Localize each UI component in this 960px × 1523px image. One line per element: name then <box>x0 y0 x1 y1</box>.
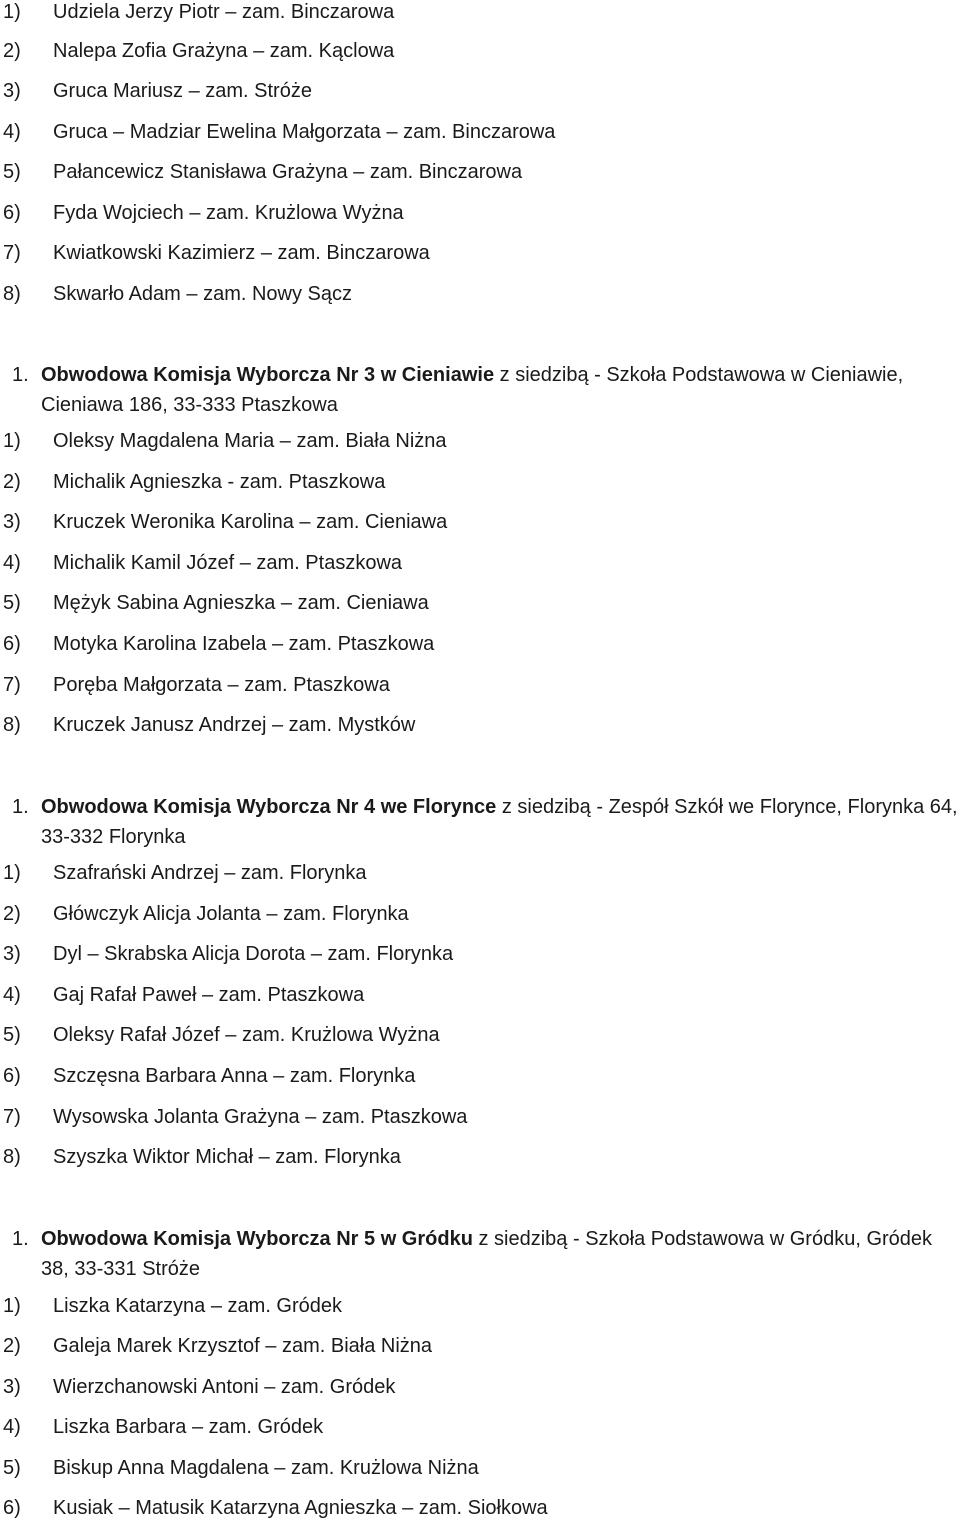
item-text: Fyda Wojciech – zam. Krużlowa Wyżna <box>53 202 404 224</box>
heading-number: 1. <box>12 1228 29 1250</box>
item-text: Szafrański Andrzej – zam. Florynka <box>53 862 367 884</box>
item-number: 3) <box>3 511 21 533</box>
item-text: Wierzchanowski Antoni – zam. Gródek <box>53 1376 396 1398</box>
commission-heading-nr3 <box>12 360 958 420</box>
list-item <box>3 241 430 265</box>
item-number: 6) <box>3 202 21 224</box>
list-item <box>3 1294 342 1318</box>
commission-address: z siedzibą - Zespół Szkół we Florynce, Florynka 64, 33-332 Florynka <box>41 796 958 848</box>
item-number: 8) <box>3 714 21 736</box>
list-item <box>3 160 522 184</box>
item-number: 8) <box>3 1146 21 1168</box>
list-item <box>3 713 415 737</box>
list-item <box>3 673 390 697</box>
item-text: Główczyk Alicja Jolanta – zam. Florynka <box>53 903 409 925</box>
item-text: Galeja Marek Krzysztof – zam. Biała Niżna <box>53 1335 433 1357</box>
list-item <box>3 983 364 1007</box>
commission-heading-nr5 <box>12 1224 958 1284</box>
list-item <box>3 510 447 534</box>
item-text: Liszka Katarzyna – zam. Gródek <box>53 1295 343 1317</box>
list-item <box>3 551 402 575</box>
item-text: Oleksy Rafał Józef – zam. Krużlowa Wyżna <box>53 1024 440 1046</box>
list-item <box>3 39 394 63</box>
item-text: Biskup Anna Magdalena – zam. Krużlowa Niżna <box>53 1457 479 1479</box>
item-text: Szczęsna Barbara Anna – zam. Florynka <box>53 1065 416 1087</box>
list-item <box>3 942 453 966</box>
item-number: 7) <box>3 242 21 264</box>
item-number: 5) <box>3 1024 21 1046</box>
item-number: 2) <box>3 903 21 925</box>
item-text: Michalik Kamil Józef – zam. Ptaszkowa <box>53 552 403 574</box>
item-text: Wysowska Jolanta Grażyna – zam. Ptaszkowa <box>53 1106 468 1128</box>
item-text: Liszka Barbara – zam. Gródek <box>53 1416 324 1438</box>
item-text: Kwiatkowski Kazimierz – zam. Binczarowa <box>53 242 430 264</box>
item-number: 1) <box>3 1295 21 1317</box>
item-text: Kusiak – Matusik Katarzyna Agnieszka – zam. Siołkowa <box>53 1497 548 1519</box>
item-number: 4) <box>3 121 21 143</box>
item-number: 3) <box>3 943 21 965</box>
commission-address: z siedzibą - Szkoła Podstawowa w Gródku, Gródek 38, 33-331 Stróże <box>41 1228 933 1280</box>
item-text: Michalik Agnieszka - zam. Ptaszkowa <box>53 471 386 493</box>
commission-address: z siedzibą - Szkoła Podstawowa w Cieniawie, Cieniawa 186, 33-333 Ptaszkowa <box>41 364 904 416</box>
item-number: 1) <box>3 1 21 23</box>
item-text: Udziela Jerzy Piotr – zam. Binczarowa <box>53 1 395 23</box>
heading-number: 1. <box>12 796 29 818</box>
item-number: 7) <box>3 674 21 696</box>
heading-text <box>41 1224 958 1284</box>
list-item <box>3 1415 323 1439</box>
item-number: 1) <box>3 430 21 452</box>
item-text: Motyka Karolina Izabela – zam. Ptaszkowa <box>53 633 435 655</box>
list-item <box>3 1064 415 1088</box>
item-number: 4) <box>3 1416 21 1438</box>
item-number: 8) <box>3 283 21 305</box>
item-text: Szyszka Wiktor Michał – zam. Florynka <box>53 1146 401 1168</box>
heading-text <box>41 792 958 852</box>
list-item <box>3 591 429 615</box>
heading-number: 1. <box>12 364 29 386</box>
item-text: Nalepa Zofia Grażyna – zam. Kąclowa <box>53 40 395 62</box>
list-item <box>3 1375 395 1399</box>
heading-text <box>41 360 958 420</box>
list-item <box>3 1105 467 1129</box>
list-item <box>3 120 555 144</box>
item-number: 6) <box>3 1497 21 1519</box>
item-number: 4) <box>3 984 21 1006</box>
list-item <box>3 79 312 103</box>
list-item <box>3 1496 548 1520</box>
item-number: 3) <box>3 80 21 102</box>
item-number: 7) <box>3 1106 21 1128</box>
item-number: 5) <box>3 1457 21 1479</box>
list-item <box>3 902 409 926</box>
item-number: 2) <box>3 40 21 62</box>
commission-name: Obwodowa Komisja Wyborcza Nr 3 w Cieniawie <box>41 364 495 386</box>
list-item <box>3 632 434 656</box>
item-text: Gruca – Madziar Ewelina Małgorzata – zam. Binczarowa <box>53 121 556 143</box>
item-number: 2) <box>3 1335 21 1357</box>
item-number: 5) <box>3 592 21 614</box>
list-item <box>3 282 352 306</box>
item-text: Pałancewicz Stanisława Grażyna – zam. Binczarowa <box>53 161 523 183</box>
item-text: Skwarło Adam – zam. Nowy Sącz <box>53 283 352 305</box>
list-item <box>3 861 366 885</box>
list-item <box>3 0 394 24</box>
commission-heading-nr4 <box>12 792 958 852</box>
item-number: 4) <box>3 552 21 574</box>
list-item <box>3 1023 440 1047</box>
item-number: 2) <box>3 471 21 493</box>
item-number: 6) <box>3 633 21 655</box>
list-item <box>3 429 447 453</box>
item-number: 6) <box>3 1065 21 1087</box>
list-item <box>3 1145 401 1169</box>
item-number: 5) <box>3 161 21 183</box>
list-item <box>3 1456 479 1480</box>
item-text: Gaj Rafał Paweł – zam. Ptaszkowa <box>53 984 365 1006</box>
commission-name: Obwodowa Komisja Wyborcza Nr 5 w Gródku <box>41 1228 473 1250</box>
item-text: Oleksy Magdalena Maria – zam. Biała Niżna <box>53 430 447 452</box>
item-text: Poręba Małgorzata – zam. Ptaszkowa <box>53 674 390 696</box>
item-text: Gruca Mariusz – zam. Stróże <box>53 80 312 102</box>
commission-name: Obwodowa Komisja Wyborcza Nr 4 we Florynce <box>41 796 497 818</box>
item-text: Kruczek Weronika Karolina – zam. Cieniawa <box>53 511 448 533</box>
list-item <box>3 1334 432 1358</box>
list-item <box>3 470 385 494</box>
item-number: 1) <box>3 862 21 884</box>
item-text: Kruczek Janusz Andrzej – zam. Mystków <box>53 714 416 736</box>
item-text: Mężyk Sabina Agnieszka – zam. Cieniawa <box>53 592 429 614</box>
item-text: Dyl – Skrabska Alicja Dorota – zam. Florynka <box>53 943 454 965</box>
item-number: 3) <box>3 1376 21 1398</box>
list-item <box>3 201 404 225</box>
